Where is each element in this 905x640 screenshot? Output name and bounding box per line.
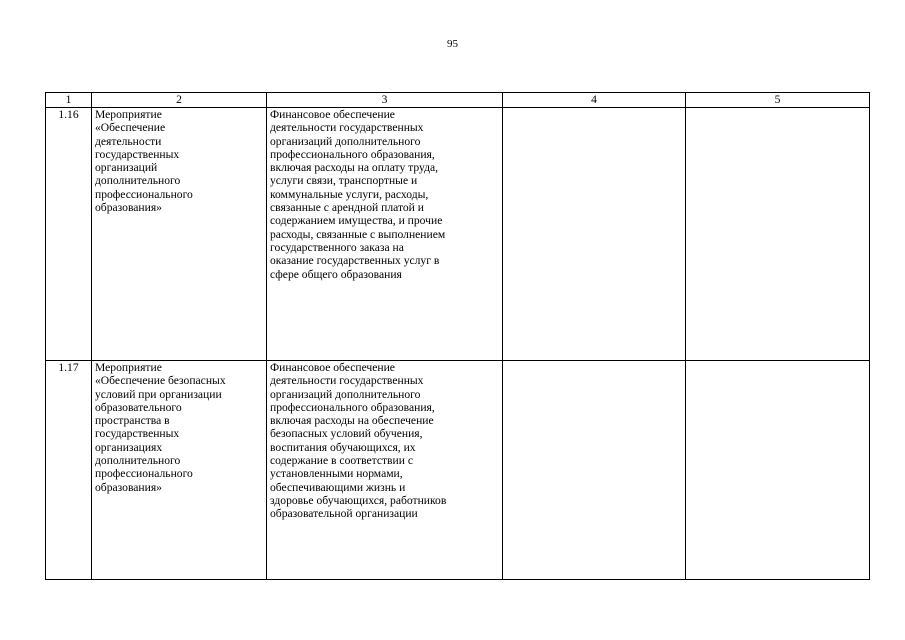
table-row bbox=[46, 361, 870, 580]
column-header-1: 1 bbox=[46, 93, 92, 108]
column-header-3: 3 bbox=[267, 93, 503, 108]
table-header-row bbox=[46, 93, 870, 108]
column-header-4: 4 bbox=[503, 93, 686, 108]
event-name: Мероприятие «Обеспечение деятельности государственных организаций дополнительного профессионального образования» bbox=[92, 108, 267, 361]
page-number: 95 bbox=[447, 38, 458, 50]
event-description: Финансовое обеспечение деятельности государственных организаций дополнительного профессионального образования, включая расходы на обеспечение безопасных условий обучения, воспитания обучающихся, их содержание в соответствии с установленными нормами, обеспечивающими жизнь и здоровье обучающихся, работников образовательной организации bbox=[267, 361, 503, 580]
row-number: 1.16 bbox=[46, 108, 92, 361]
column-4-cell bbox=[503, 108, 686, 361]
event-description: Финансовое обеспечение деятельности государственных организаций дополнительного профессионального образования, включая расходы на оплату труда, услуги связи, транспортные и коммунальные услуги, расходы, связанные с арендной платой и содержанием имущества, и прочие расходы, связанные с выполнением государственного заказа на оказание государственных услуг в сфере общего образования bbox=[267, 108, 503, 361]
column-5-cell bbox=[686, 108, 870, 361]
column-5-cell bbox=[686, 361, 870, 580]
column-header-5: 5 bbox=[686, 93, 870, 108]
table-row bbox=[46, 108, 870, 361]
row-number: 1.17 bbox=[46, 361, 92, 580]
column-header-2: 2 bbox=[92, 93, 267, 108]
column-4-cell bbox=[503, 361, 686, 580]
program-table bbox=[45, 92, 870, 580]
event-name: Мероприятие «Обеспечение безопасных условий при организации образовательного пространства в государственных организациях дополнительного профессионального образования» bbox=[92, 361, 267, 580]
